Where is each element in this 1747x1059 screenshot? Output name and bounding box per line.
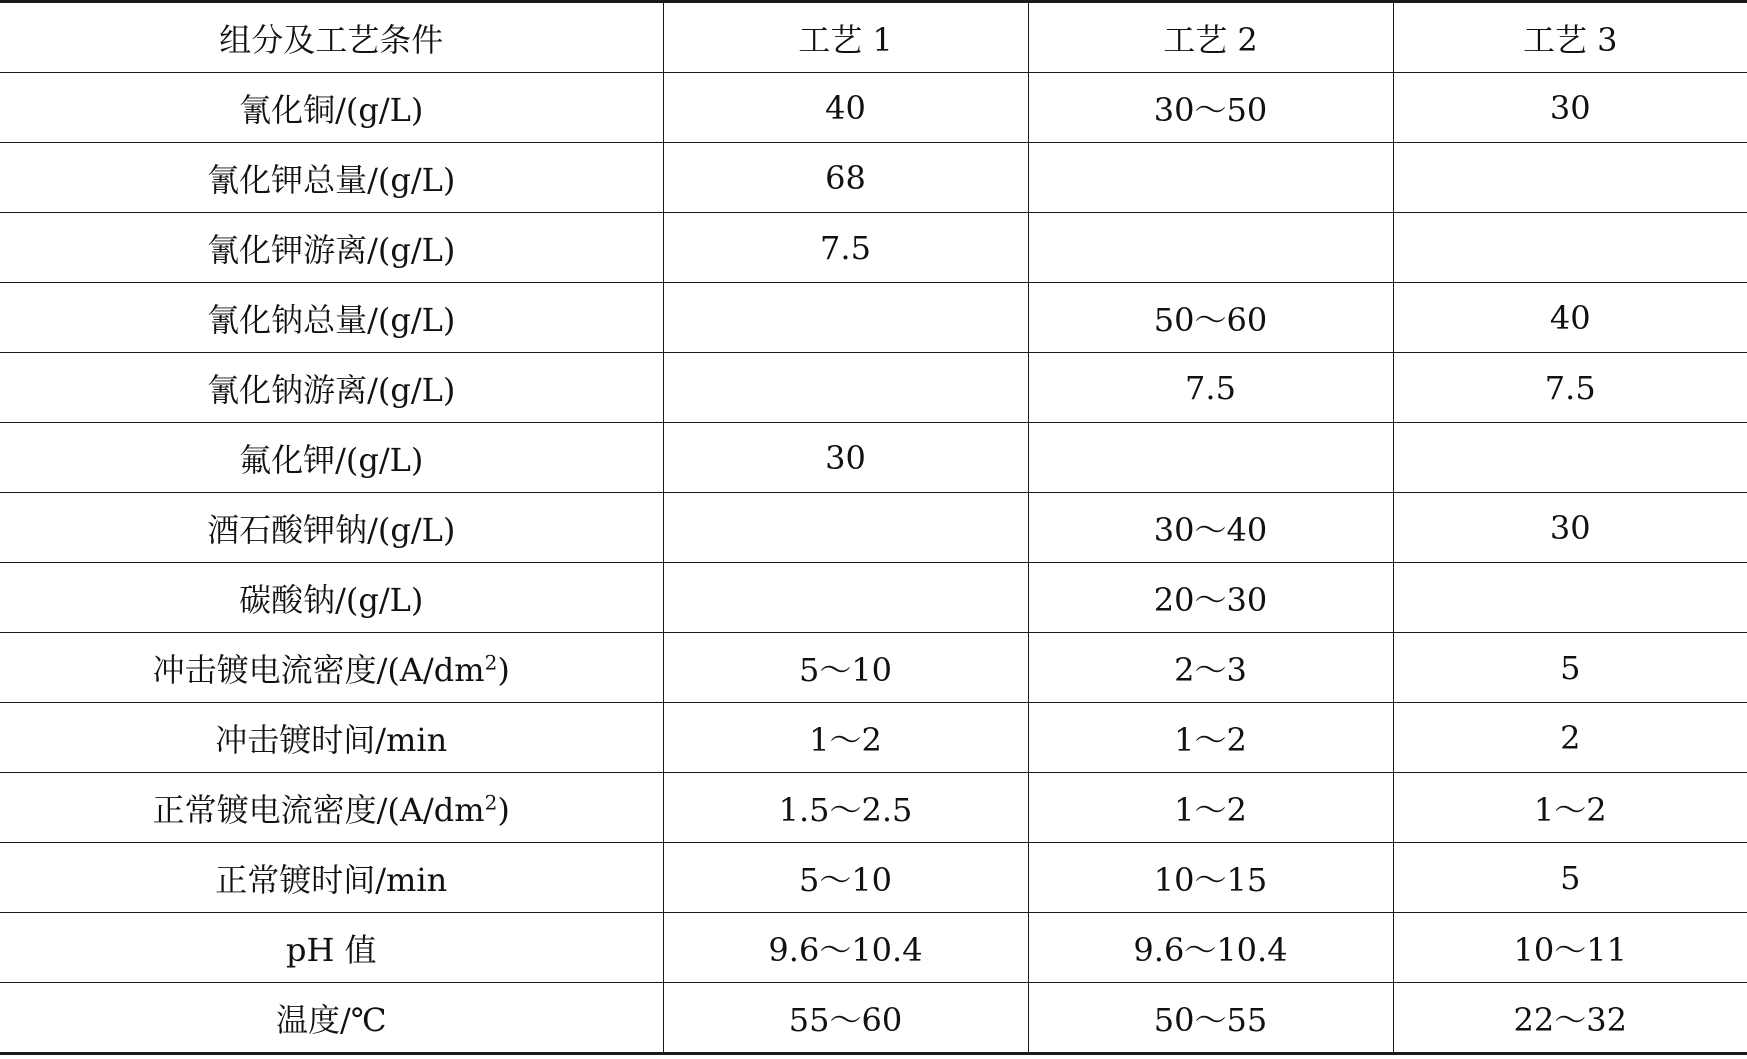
value-cell-process-2	[1028, 213, 1393, 283]
row-label	[0, 773, 663, 843]
table-row	[0, 843, 1747, 913]
row-label	[0, 633, 663, 703]
table-row	[0, 913, 1747, 983]
value-cell-process-1: 1～2	[663, 703, 1028, 773]
value-cell-process-2: 50～55	[1028, 983, 1393, 1054]
row-label-superscript: 2	[484, 789, 498, 814]
value-cell-process-1	[663, 353, 1028, 423]
row-label	[0, 843, 663, 913]
row-label	[0, 493, 663, 563]
value-cell-process-2: 2～3	[1028, 633, 1393, 703]
value-cell-process-2: 1～2	[1028, 773, 1393, 843]
value-cell-process-3: 7.5	[1393, 353, 1747, 423]
value-cell-process-2: 9.6～10.4	[1028, 913, 1393, 983]
table-row	[0, 983, 1747, 1054]
row-label	[0, 703, 663, 773]
header-process-1: 工艺 1	[663, 2, 1028, 73]
table-row	[0, 423, 1747, 493]
value-cell-process-3: 10～11	[1393, 913, 1747, 983]
table-row	[0, 353, 1747, 423]
value-cell-process-2: 10～15	[1028, 843, 1393, 913]
row-label-text: 冲击镀电流密度/(A/dm	[152, 650, 485, 689]
value-cell-process-2: 20～30	[1028, 563, 1393, 633]
row-label	[0, 423, 663, 493]
table-row	[0, 493, 1747, 563]
row-label-text: 正常镀电流密度/(A/dm	[152, 790, 485, 829]
value-cell-process-3: 1～2	[1393, 773, 1747, 843]
value-cell-process-1: 5～10	[663, 843, 1028, 913]
row-label-text: 氰化钾游离/(g/L)	[207, 230, 456, 269]
value-cell-process-1	[663, 563, 1028, 633]
value-cell-process-2	[1028, 143, 1393, 213]
value-cell-process-2: 30～40	[1028, 493, 1393, 563]
value-cell-process-3: 30	[1393, 493, 1747, 563]
row-label	[0, 283, 663, 353]
value-cell-process-2: 30～50	[1028, 73, 1393, 143]
value-cell-process-3: 30	[1393, 73, 1747, 143]
table-row	[0, 73, 1747, 143]
header-conditions: 组分及工艺条件	[0, 2, 663, 73]
header-process-3: 工艺 3	[1393, 2, 1747, 73]
row-label-tail: )	[497, 790, 510, 829]
row-label	[0, 353, 663, 423]
row-label	[0, 213, 663, 283]
value-cell-process-1: 40	[663, 73, 1028, 143]
value-cell-process-1: 30	[663, 423, 1028, 493]
table-row	[0, 703, 1747, 773]
value-cell-process-2: 7.5	[1028, 353, 1393, 423]
value-cell-process-1: 7.5	[663, 213, 1028, 283]
row-label	[0, 73, 663, 143]
value-cell-process-3	[1393, 423, 1747, 493]
value-cell-process-3: 40	[1393, 283, 1747, 353]
value-cell-process-2: 1～2	[1028, 703, 1393, 773]
row-label	[0, 983, 663, 1054]
row-label-text: 氰化铜/(g/L)	[239, 90, 424, 129]
value-cell-process-3: 2	[1393, 703, 1747, 773]
table-row	[0, 213, 1747, 283]
row-label-text: 氰化钠游离/(g/L)	[207, 370, 456, 409]
table-body	[0, 73, 1747, 1054]
value-cell-process-1: 9.6～10.4	[663, 913, 1028, 983]
row-label-text: 正常镀时间/min	[215, 860, 448, 899]
value-cell-process-3	[1393, 143, 1747, 213]
value-cell-process-3: 22～32	[1513, 1000, 1627, 1039]
row-label-tail: )	[497, 650, 510, 689]
value-cell-process-1	[663, 283, 1028, 353]
row-label	[0, 143, 663, 213]
row-label-text: 酒石酸钾钠/(g/L)	[207, 510, 456, 549]
row-label-text: 温度/℃	[275, 1000, 387, 1039]
row-label-text: 氰化钾总量/(g/L)	[207, 160, 456, 199]
row-label-text: 冲击镀时间/min	[215, 720, 448, 759]
value-cell-process-1: 68	[663, 143, 1028, 213]
table-row	[0, 773, 1747, 843]
value-cell-process-3	[1393, 563, 1747, 633]
row-label-text: 氟化钾/(g/L)	[239, 440, 424, 479]
table-row	[0, 563, 1747, 633]
value-cell-process-1: 55～60	[663, 983, 1028, 1054]
value-cell-process-1: 1.5～2.5	[663, 773, 1028, 843]
table-row	[0, 633, 1747, 703]
value-cell-process-3	[1393, 213, 1747, 283]
row-label-superscript: 2	[484, 649, 498, 674]
table-header-row	[0, 2, 1747, 73]
table-row	[0, 143, 1747, 213]
value-cell-process-3: 5	[1393, 633, 1747, 703]
value-cell-process-1	[663, 493, 1028, 563]
value-cell-process-2	[1028, 423, 1393, 493]
value-cell-process-2: 50～60	[1028, 283, 1393, 353]
row-label	[0, 563, 663, 633]
value-cell-process-1: 5～10	[663, 633, 1028, 703]
table-row	[0, 283, 1747, 353]
row-label-text: 碳酸钠/(g/L)	[239, 580, 424, 619]
row-label-text: pH 值	[285, 930, 377, 969]
row-label	[0, 913, 663, 983]
value-cell-process-3: 5	[1393, 843, 1747, 913]
row-label-text: 氰化钠总量/(g/L)	[207, 300, 456, 339]
header-process-2: 工艺 2	[1028, 2, 1393, 73]
